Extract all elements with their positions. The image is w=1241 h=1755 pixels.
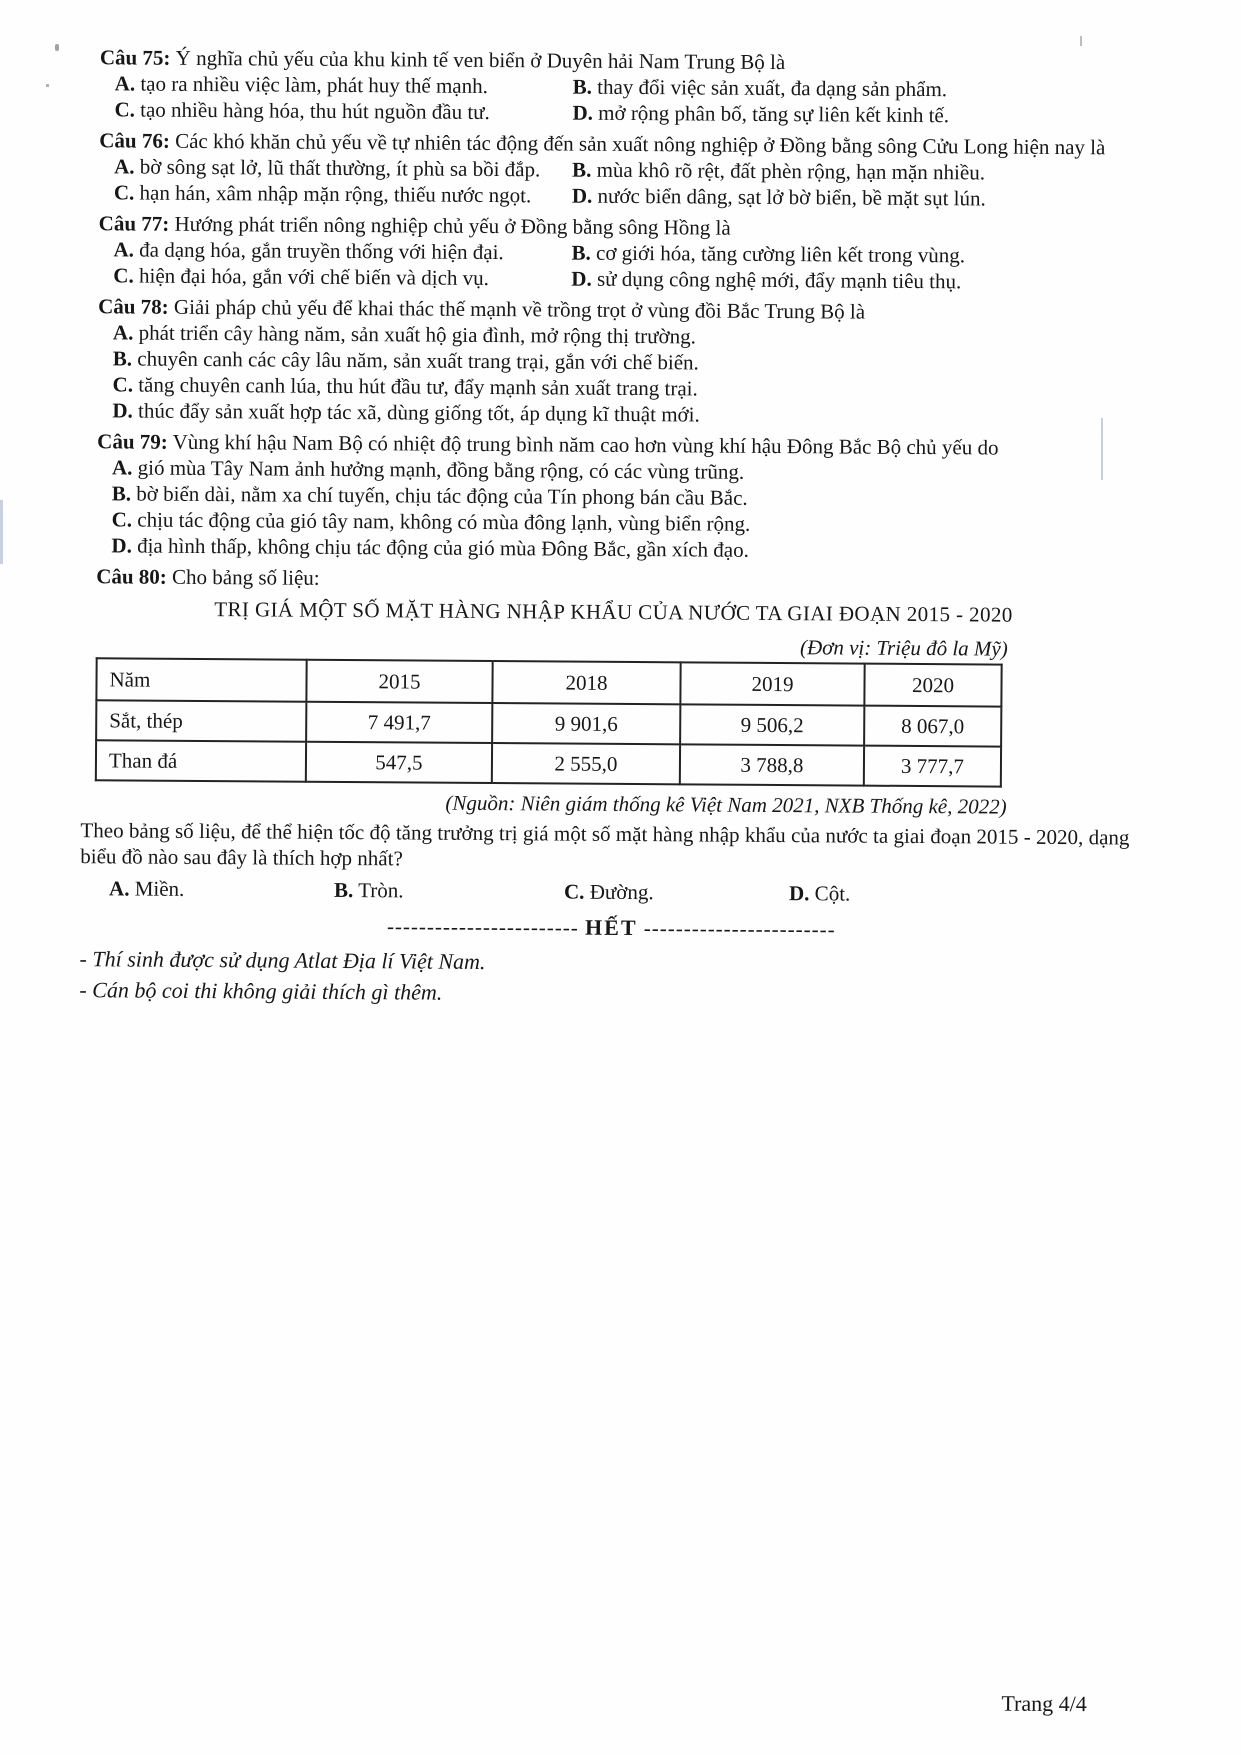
option-letter: A.: [112, 320, 134, 345]
option-letter: A.: [113, 237, 135, 262]
unit-note: (Đơn vị: Triệu đô la Mỹ): [799, 635, 1008, 661]
options-grid: [98, 236, 1133, 295]
question-80: [80, 563, 1131, 908]
options-grid: [99, 153, 1134, 212]
question-stem: Vùng khí hậu Nam Bộ có nhiệt độ trung bình năm cao hơn vùng khí hậu Đông Bắc Bộ chủ yếu do: [172, 429, 999, 460]
option-text: tăng chuyên canh lúa, thu hút đầu tư, đẩy mạnh sản xuất trang trại.: [138, 372, 698, 401]
option: [572, 100, 1134, 130]
question-76: [99, 127, 1135, 212]
question-label: Câu 78:: [98, 294, 169, 319]
option: [571, 266, 1133, 296]
table-cell: 3 777,7: [864, 746, 1001, 787]
option: [572, 183, 1134, 213]
exam-notes: [79, 943, 1128, 1012]
question-label: Câu 75:: [99, 45, 171, 70]
question-79: [96, 428, 1132, 565]
exam-note: - Cán bộ coi thi không giải thích gì thêm.: [79, 977, 443, 1005]
question-label: Câu 76:: [99, 128, 170, 153]
option: [113, 236, 571, 265]
option: [564, 879, 789, 907]
option-text: phát triển cây hàng năm, sản xuất hộ gia đình, mở rộng thị trường.: [138, 320, 697, 349]
option-text: nước biển dâng, sạt lở bờ biển, bề mặt sụt lún.: [597, 183, 986, 211]
question-stem: Hướng phát triển nông nghiệp chủ yếu ở Đồng bằng sông Hồng là: [174, 211, 731, 240]
options-list: [96, 454, 1132, 565]
option-text: mùa khô rõ rệt, đất phèn rộng, hạn mặn nhiều.: [596, 157, 986, 185]
option-text: Đường.: [589, 879, 654, 905]
table-title: TRỊ GIÁ MỘT SỐ MẶT HÀNG NHẬP KHẨU CỦA NƯỚC TA GIAI ĐOẠN 2015 - 2020: [214, 597, 1013, 627]
table-header-cell: 2018: [492, 661, 680, 704]
option-letter: C.: [114, 97, 136, 122]
option-text: cơ giới hóa, tăng cường liên kết trong vùng.: [595, 240, 966, 268]
table-cell: 7 491,7: [306, 702, 492, 743]
table-header-cell: 2019: [680, 662, 864, 705]
option-text: sử dụng công nghệ mới, đẩy mạnh tiêu thụ.: [596, 266, 962, 294]
option-text: hạn hán, xâm nhập mặn rộng, thiếu nước ngọt.: [139, 180, 532, 208]
option-letter: B.: [111, 481, 132, 506]
question-label: Câu 80:: [96, 564, 167, 589]
option-text: mở rộng phân bố, tăng sự liên kết kinh tế.: [598, 100, 950, 128]
option-letter: D.: [572, 100, 594, 125]
option-text: tạo nhiều hàng hóa, thu hút nguồn đầu tư.: [140, 97, 490, 125]
options-grid: [99, 70, 1134, 129]
option-text: Tròn.: [358, 878, 404, 903]
table-header-cell: 2020: [864, 664, 1001, 707]
end-divider: [94, 911, 1129, 944]
option: [572, 157, 1134, 187]
option-letter: C.: [113, 263, 134, 288]
option-letter: D.: [111, 533, 132, 558]
option: [334, 877, 564, 905]
options-row: [94, 875, 1129, 908]
option-text: bờ biển dài, nằm xa chí tuyến, chịu tác động của Tín phong bán cầu Bắc.: [136, 481, 748, 510]
table-cell: 547,5: [306, 742, 492, 783]
option-letter: A.: [108, 876, 130, 901]
option: [571, 240, 1133, 270]
option: [113, 262, 571, 291]
option-text: gió mùa Tây Nam ảnh hưởng mạnh, đồng bằng rộng, có các vùng trũng.: [137, 455, 745, 484]
question-stem: Ý nghĩa chủ yếu của khu kinh tế ven biển ở Duyên hải Nam Trung Bộ là: [175, 45, 786, 75]
option-letter: B.: [572, 157, 592, 182]
option-text: thay đổi việc sản xuất, đa dạng sản phẩm.: [597, 74, 948, 102]
options-list: [97, 319, 1133, 430]
table-cell: 9 901,6: [492, 703, 680, 744]
option-text: hiện đại hóa, gắn với chế biến và dịch vụ.: [138, 263, 490, 291]
question-label: Câu 79:: [97, 429, 168, 454]
option-letter: B.: [571, 240, 591, 265]
divider-dashes: ------------------------: [386, 914, 579, 940]
question-stem-line: [96, 563, 1131, 596]
table-row-label: Than đá: [96, 740, 306, 781]
option-letter: A.: [114, 154, 135, 179]
table-header-cell: 2015: [306, 660, 492, 703]
option-letter: C.: [111, 507, 133, 532]
question-stem: Giải pháp chủ yếu để khai thác thế mạnh về trồng trọt ở vùng đồi Bắc Trung Bộ là: [173, 294, 866, 324]
table-row: [96, 700, 1001, 746]
option: [109, 875, 334, 903]
option: [114, 179, 572, 208]
option: [114, 153, 572, 182]
option-letter: C.: [112, 372, 134, 397]
option-letter: D.: [571, 183, 593, 208]
option: [789, 880, 1129, 908]
option-text: đa dạng hóa, gắn truyền thống với hiện đại.: [139, 237, 504, 265]
option-letter: B.: [572, 74, 593, 99]
question-77: [98, 210, 1134, 295]
question-78: [97, 293, 1133, 430]
option-letter: D.: [571, 266, 592, 291]
question-75: [99, 44, 1135, 129]
source-note: (Nguồn: Niên giám thống kê Việt Nam 2021, NXB Thống kê, 2022): [445, 790, 1007, 819]
table-cell: 3 788,8: [680, 744, 864, 785]
option-text: chịu tác động của gió tây nam, không có mùa đông lạnh, vùng biển rộng.: [137, 507, 751, 536]
table-row: [96, 740, 1001, 786]
question-stem: Các khó khăn chủ yếu về tự nhiên tác động đến sản xuất nông nghiệp ở Đồng bằng sông Cửu Long hiện nay là: [175, 128, 1106, 160]
option-letter: D.: [788, 881, 810, 906]
table-header-cell: Năm: [96, 658, 306, 701]
question-stem: Cho bảng số liệu:: [172, 564, 320, 590]
exam-note: - Thí sinh được sử dụng Atlat Địa lí Việt Nam.: [79, 946, 486, 974]
option-text: địa hình thấp, không chịu tác động của gió mùa Đông Bắc, gần xích đạo.: [137, 533, 749, 562]
table-header-row: [96, 658, 1001, 706]
table-cell: 8 067,0: [864, 706, 1001, 747]
option-text: thúc đẩy sản xuất hợp tác xã, dùng giống tốt, áp dụng kĩ thuật mới.: [138, 398, 700, 427]
table-row-label: Sắt, thép: [96, 700, 306, 741]
option-letter: A.: [114, 71, 136, 96]
option-letter: A.: [111, 455, 133, 480]
question-text: Theo bảng số liệu, để thể hiện tốc độ tăng trưởng trị giá một số mặt hàng nhập khẩu của nước ta giai đoạn 2015 - 2020, dạng biểu đồ nào sau đây là thích hợp nhất?: [80, 818, 1130, 871]
table-cell: 2 555,0: [492, 743, 680, 784]
option-letter: D.: [112, 398, 133, 423]
question-label: Câu 77:: [98, 211, 170, 236]
option-letter: B.: [112, 346, 133, 371]
divider-dashes: ------------------------: [643, 916, 836, 942]
page-number: Trang 4/4: [1001, 1690, 1087, 1717]
end-label: HẾT: [584, 914, 638, 941]
option-letter: B.: [333, 877, 354, 903]
table-cell: 9 506,2: [680, 704, 864, 745]
option-text: bờ sông sạt lở, lũ thất thường, ít phù sa bồi đắp.: [139, 154, 541, 182]
option-text: Miền.: [134, 876, 185, 901]
option-letter: C.: [563, 879, 585, 904]
option: [573, 74, 1135, 104]
option-text: chuyên canh các cây lâu năm, sản xuất trang trại, gắn với chế biến.: [137, 346, 699, 375]
option: [114, 96, 572, 125]
option-text: Cột.: [814, 881, 851, 906]
option-text: tạo ra nhiều việc làm, phát huy thế mạnh.: [140, 71, 489, 98]
option: [115, 70, 573, 99]
option-letter: C.: [113, 180, 135, 205]
data-table: [95, 657, 1003, 787]
